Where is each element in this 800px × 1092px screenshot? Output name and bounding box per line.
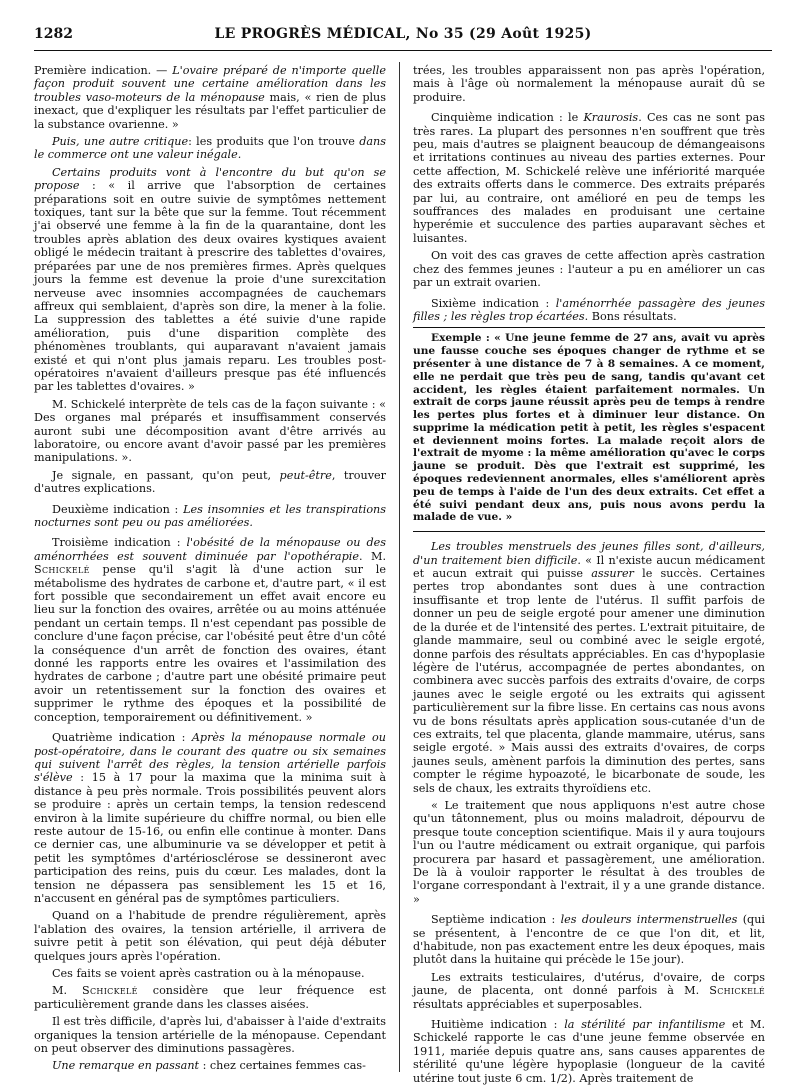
text: M.	[52, 984, 83, 998]
paragraph-interpretation	[34, 398, 386, 465]
italic-text: Kraurosis	[583, 111, 639, 125]
italic-text: peut-être	[279, 468, 332, 482]
italic-text: la stérilité par infantilisme	[564, 1018, 726, 1032]
paragraph-critique	[34, 135, 386, 162]
example-text: Exemple : « Une jeune femme de 27 ans, avait vu après une fausse couche ses époques changer de rythme et se présenter à une distance de 7 à 8 semaines. A ce moment, elle ne perdait que très peu de sang, tandis qu'avant cet accident, les règles étaient parfaitement normales. Un extrait de corps jaune réussit après peu de temps à rendre les pertes plus fortes et à diminuer leur distance. On supprime la médication petit à petit, les règles s'espacent et deviennent moins fortes. La malade reçoit alors de l'extrait de myome : la même amélioration qu'avec le corps jaune se produit. Dès que l'extrait est supprimé, les époques redeviennent anormales, elles s'améliorent après peu de temps à l'aide de l'un des deux extraits. Cet effet a été suivi pendant deux ans, puis nous avons perdu la malade de vue. »	[413, 332, 765, 524]
text: , trouver d'autres explications.	[34, 468, 387, 496]
text: Il est très difficile, d'après lui, d'abaisser à l'aide d'extraits organiques la tension artérielle de la ménopause. Cependant on peut observer des diminutions passagères.	[34, 1015, 386, 1056]
paragraph-testicular-extracts	[413, 971, 765, 1011]
paragraph-sixth-indication	[413, 297, 765, 324]
text: M. Schickelé interprète de tels cas de la façon suivante : « Des organes mal préparés et insuffisamment conservés auront subi une décomposition avant d'être arrivés au laboratoire, ou encore avant d'avoir passé par les premières manipulations. ».	[34, 397, 386, 465]
text: mais, « rien de plus inexact, que d'expliquer les résultats par l'effet particulier de la substance ovarienne. »	[34, 90, 387, 131]
paragraph-fifth-indication	[413, 111, 765, 245]
text: : 15 à 17 pour la maxima que la minima suit à distance à peu près normale. Trois possibilités peuvent alors se produire : après un certain temps, la tension redescend environ à la limite supérieure du chiffre normal, ou bien elle reste autour de 15-16, ou enfin elle continue à monter. Dans ce dernier cas, une albuminurie va se développer et petit à petit les symptômes d'artériosclérose se dessineront avec participation des reins, puis du cœur. Les malades, dont la tension ne dépassera pas sensiblement les 15 et 16, n'accusent en général pas de symptômes particuliers.	[34, 771, 386, 905]
italic-text: L'ovaire préparé de n'importe quelle façon produit souvent une certaine amélioration dans les troubles vaso-moteurs de la ménopause	[34, 64, 386, 104]
paragraph-continuation	[413, 64, 765, 104]
author-name: Schickelé	[709, 984, 765, 998]
text: Troisième indication :	[52, 536, 187, 550]
text: . Ces cas ne sont pas très rares. La plupart des personnes n'en souffrent que très peu, mais d'autres se plaignent beaucoup de démangeaisons et irritations continues au niveau des parties externes. Pour cette affection, M. Schickelé relève une infériorité marquée des extraits offerts dans le commerce. Des extraits préparés par lui, au contraire, ont amélioré en peu de temps les souffrances des malades en produisant une certaine hyperémie et succulence des parties auparavant sèches et luisantes.	[413, 111, 765, 245]
paragraph-certain-products	[34, 166, 386, 394]
running-header	[34, 24, 772, 51]
text: considère que leur fréquence est particulièrement grande dans les classes aisées.	[34, 984, 386, 1011]
right-column	[413, 64, 765, 1089]
text: résultats appréciables et superposables.	[413, 997, 643, 1011]
author-name: Schickelé	[34, 563, 90, 577]
text: Ces faits se voient après castration ou à la ménopause.	[52, 967, 365, 980]
paragraph-second-indication	[34, 503, 386, 530]
text: : « il arrive que l'absorption de certaines préparations soit en outre suivie de symptômes nettement toxiques, tant sur la bête que sur la femme. Tout récemment j'ai observé une femme à la fin de la quarantaine, dont les troubles après ablation des deux ovaires kystiques avaient obligé le médecin traitant à prescrire des tablettes d'ovaires, préparées par une de nos premières firmes. Après quelques jours la femme est devenue la proie d'une surexcitation nerveuse avec insomnies accompagnées de cauchemars affreux qui semblaient, d'après son dire, la mener à la folie. La suppression des tablettes a été suivie d'une rapide amélioration, puis d'une disparition complète des phénomènes troublants, qui auparavant n'avaient jamais existé et qui n'ont plus jamais reparu. Les troubles post-opératoires n'avaient d'ailleurs presque pas été influencés par les tablettes d'ovaires. »	[34, 179, 386, 394]
paragraph-remark	[34, 1059, 386, 1072]
italic-text: Une remarque en passant	[52, 1059, 200, 1073]
paragraph-aside	[34, 469, 386, 496]
paragraph-menstrual-troubles	[413, 540, 765, 795]
paragraph-difficulty	[34, 1015, 386, 1055]
text: . « Il n'existe aucun médicament et aucun extrait qui puisse	[413, 553, 765, 581]
italic-text: Les insomnies et les transpirations nocturnes sont peu ou pas améliorées.	[34, 502, 387, 529]
italic-text: Les troubles menstruels des jeunes filles sont, d'ailleurs, d'un traitement bien difficile	[413, 540, 765, 567]
text: et M. Schickelé rapporte le cas d'une jeune femme observée en 1911, mariée depuis quatre ans, sans causes apparentes de stérilité qu'une légère hypoplasie (longueur de la cavité utérine tout juste 6 cm. 1/2). Après traitement de	[413, 1018, 765, 1085]
paragraph-treatment	[413, 799, 765, 906]
text: On voit des cas graves de cette affection après castration chez des femmes jeunes : l'auteur a pu en améliorer un cas par un extrait ovarien.	[413, 249, 765, 290]
text: « Le traitement que nous appliquons n'est autre chose qu'un tâtonnement, plus ou moins maladroit, dépourvu de presque toute conception scientifique. Mais il y aura toujours l'un ou l'autre médicament ou extrait organique, qui parfois procurera par hasard et passagèrement, une amélioration. De là à vouloir rapporter le résultat à des troubles de l'organe correspondant à l'extrait, il y a une grande distance. »	[413, 798, 765, 906]
text: . Bons résultats.	[584, 309, 677, 323]
text: Je signale, en passant, qu'on peut,	[52, 468, 280, 482]
text: le succès. Certaines pertes trop abondantes sont dues à une contraction insuffisante et trop lente de l'utérus. Il suffit parfois de donner un peu de seigle ergoté pour amener une diminution de la durée et de l'intensité des pertes. L'extrait pituitaire, de glande mammaire, seul ou combiné avec le seigle ergoté, donne parfois des résultats appréciables. En cas d'hypoplasie légère de l'utérus, accompagnée de pertes abondantes, on combinera avec succès parfois des extraits d'ovaire, de corps jaunes avec le seigle ergoté ou les extraits qui agissent particulièrement sur la fibre lisse. En certains cas nous avons vu de bons résultats après application sous-cutanée d'un de ces extraits, tel que placenta, glande mammaire, utérus, sans seigle ergoté. » Mais aussi des extraits d'ovaires, de corps jaunes seuls, amènent parfois la diminution des pertes, sans compter le régime hypoazoté, le bicarbonate de soude, les sels de chaux, les extraits thyroïdiens etc.	[413, 567, 765, 795]
left-column	[34, 64, 386, 1077]
paragraph-frequency	[34, 984, 386, 1011]
text: trées, les troubles apparaissent non pas après l'opération, mais à l'âge où normalement la ménopause aurait dû se produire.	[413, 64, 765, 104]
text: Septième indication :	[431, 913, 561, 927]
paragraph-eighth-indication	[413, 1018, 765, 1085]
text: : les produits que l'on trouve	[188, 135, 360, 149]
italic-text: Puis, une autre critique	[52, 135, 189, 149]
text: Cinquième indication : le	[431, 111, 584, 125]
text: Première indication. —	[34, 64, 173, 77]
page-number: 1282	[34, 26, 73, 42]
paragraph-fourth-indication	[34, 731, 386, 905]
paragraph-facts	[34, 967, 386, 980]
text: Les extraits testiculaires, d'utérus, d'ovaire, de corps jaune, de placenta, ont donné parfois à M.	[413, 970, 765, 998]
italic-text: l'aménorrhée passagère des jeunes filles ; les règles trop écartées	[413, 296, 765, 323]
italic-text: les douleurs intermenstruelles	[560, 913, 738, 927]
italic-text: Certains produits vont à l'encontre du but qu'on se propose	[34, 165, 386, 193]
example-box	[413, 327, 765, 532]
text: (qui se présentent, à l'encontre de ce que l'on dit, et lit, d'habitude, non pas exactement entre les deux époques, mais plutôt dans la huitaine qui précède le 15e jour).	[413, 913, 766, 967]
text: : chez certaines femmes cas-	[199, 1059, 366, 1073]
italic-text: dans le commerce ont une valeur inégale.	[34, 135, 386, 162]
text: Deuxième indication :	[52, 502, 184, 516]
italic-text: l'obésité de la ménopause ou des aménorrhées est souvent diminuée par l'opothérapie	[34, 536, 386, 563]
column-divider	[399, 62, 400, 1072]
paragraph-first-indication	[34, 64, 386, 131]
author-name: Schickelé	[82, 984, 138, 998]
running-title: LE PROGRÈS MÉDICAL, No 35 (29 Août 1925)	[214, 26, 592, 42]
paragraph-castration-cases	[413, 249, 765, 289]
italic-text: Après la ménopause normale ou post-opératoire, dans le courant des quatre ou six semaines qui suivent l'arrêt des règles, la tension artérielle parfois s'élève	[34, 731, 386, 785]
text: Quatrième indication :	[52, 731, 192, 745]
paragraph-third-indication	[34, 536, 386, 724]
paragraph-seventh-indication	[413, 913, 765, 967]
text: . M.	[358, 549, 386, 563]
text: Quand on a l'habitude de prendre régulièrement, après l'ablation des ovaires, la tension artérielle, il arrivera de suivre petit à petit son élévation, qui peut déjà débuter quelques jours après l'opération.	[34, 909, 386, 963]
text: Huitième indication :	[431, 1018, 565, 1032]
text: pense qu'il s'agit là d'une action sur le métabolisme des hydrates de carbone et, d'autre part, « il est fort possible que secondairement un effet avait encore eu lieu sur la fonction des ovaires, arrêtée ou au moins atténuée pendant un certain temps. Il n'est cependant pas possible de conclure d'une façon précise, car l'obésité peut être d'un côté la conséquence d'un arrêt de fonction des ovaires, étant donné les rapports entre les ovaires et l'assimilation des hydrates de carbone ; d'autre part une obésité primaire peut avoir un retentissement sur la fonction des ovaires et supprimer le rythme des époques et la possibilité de conception, temporairement ou définitivement. »	[34, 563, 386, 724]
paragraph-tension-habit	[34, 909, 386, 963]
text: Sixième indication :	[431, 296, 556, 310]
italic-text: assurer	[591, 567, 634, 581]
